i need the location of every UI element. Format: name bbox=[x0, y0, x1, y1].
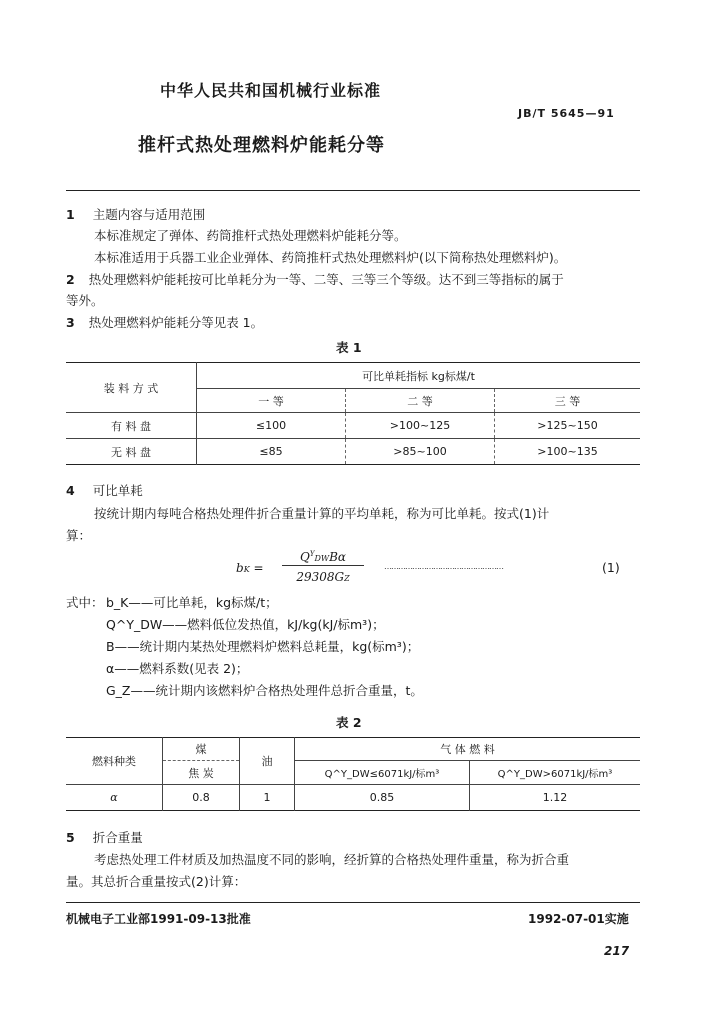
table-2-caption: 表 2 bbox=[336, 715, 362, 730]
footer-rule bbox=[66, 902, 640, 903]
section-1-paragraph-1: 本标准规定了弹体、药筒推杆式热处理燃料炉能耗分等。 bbox=[94, 228, 407, 243]
section-title: 可比单耗 bbox=[92, 483, 143, 498]
definition-item: B——统计期内某热处理燃料炉燃料总耗量，kg(标m³)； bbox=[106, 639, 420, 654]
page-number: 217 bbox=[604, 944, 630, 958]
section-title: 主题内容与适用范围 bbox=[92, 207, 206, 222]
section-number: 3 bbox=[66, 315, 75, 330]
approval-date: 机械电子工业部1991-09-13批准 bbox=[66, 912, 251, 926]
row-label: 有 料 盘 bbox=[66, 413, 197, 439]
table-cell: >100~125 bbox=[346, 413, 495, 439]
section-1-paragraph-2: 本标准适用于兵器工业企业弹体、药筒推杆式热处理燃料炉(以下简称热处理燃料炉)。 bbox=[94, 250, 567, 265]
table-cell: >125~150 bbox=[495, 413, 641, 439]
formula-1-number: (1) bbox=[602, 560, 620, 575]
table-header-grade-1: 一 等 bbox=[258, 394, 284, 408]
section-5-line-2: 量。其总折合重量按式(2)计算： bbox=[66, 874, 247, 889]
table-header-loading-method: 装 料 方 式 bbox=[66, 363, 197, 413]
section-4-heading bbox=[66, 482, 143, 499]
table-header-fuel-type: 燃料种类 bbox=[66, 738, 163, 785]
table-cell: >100~135 bbox=[495, 439, 641, 465]
section-3 bbox=[66, 314, 263, 331]
section-number: 1 bbox=[66, 207, 75, 222]
table-cell: 0.8 bbox=[163, 785, 240, 811]
section-3-text: 热处理燃料炉能耗分等见表 1。 bbox=[88, 315, 264, 330]
section-1-heading bbox=[66, 206, 205, 223]
table-2 bbox=[66, 737, 640, 811]
formula-1-denominator: 29308GZ bbox=[296, 570, 350, 584]
definition-item: Q^Y_DW——燃料低位发热值，kJ/kg(kJ/标m³)； bbox=[106, 617, 385, 632]
table-cell: 0.85 bbox=[295, 785, 470, 811]
table-header-coal: 煤 bbox=[163, 738, 240, 761]
implementation-date: 1992-07-01实施 bbox=[528, 912, 629, 926]
section-5-line-1: 考虑热处理工件材质及加热温度不同的影响，经折算的合格热处理件重量，称为折合重 bbox=[94, 852, 570, 867]
table-cell: 1.12 bbox=[542, 791, 568, 804]
table-header-gas-fuel: 气 体 燃 料 bbox=[295, 738, 641, 761]
section-2-line-2: 等外。 bbox=[66, 293, 104, 308]
formula-1-numerator: $Q^YDWB\alpha$ bbox=[282, 550, 364, 566]
issuing-organization: 中华人民共和国机械行业标准 bbox=[160, 81, 382, 100]
section-number: 5 bbox=[66, 830, 75, 845]
table-cell: ≤100 bbox=[255, 419, 287, 432]
table-cell: ≤85 bbox=[259, 445, 283, 458]
section-number: 4 bbox=[66, 483, 75, 498]
document-title: 推杆式热处理燃料炉能耗分等 bbox=[138, 135, 385, 156]
formula-1-leader-dots: …………………………………………… bbox=[384, 562, 503, 571]
section-4-line-1: 按统计期内每吨合格热处理件折合重量计算的平均单耗，称为可比单耗。按式(1)计 bbox=[94, 506, 550, 521]
table-row bbox=[66, 413, 640, 439]
standard-code: JB/T 5645—91 bbox=[518, 107, 615, 120]
table-header-oil: 油 bbox=[240, 738, 295, 785]
table-row bbox=[66, 439, 640, 465]
section-number: 2 bbox=[66, 272, 75, 287]
definition-item: α——燃料系数(见表 2)； bbox=[106, 661, 249, 676]
row-label: α bbox=[66, 785, 163, 811]
where-label: 式中： bbox=[66, 595, 104, 610]
section-2 bbox=[66, 271, 640, 288]
section-title: 折合重量 bbox=[92, 830, 143, 845]
table-header-gas-high: Q^Y_DW>6071kJ/标m³ bbox=[497, 769, 613, 780]
formula-1-lhs: bK = bbox=[236, 561, 264, 575]
definition-item: G_Z——统计期内该燃料炉合格热处理件总折合重量，t。 bbox=[106, 683, 423, 698]
table-cell: 1 bbox=[240, 785, 295, 811]
definition-item: b_K——可比单耗，kg标煤/t； bbox=[106, 595, 278, 610]
header-rule bbox=[66, 190, 640, 191]
table-header-coke: 焦 炭 bbox=[163, 761, 240, 785]
section-5-heading bbox=[66, 829, 143, 846]
table-cell: >85~100 bbox=[346, 439, 495, 465]
section-4-line-2: 算： bbox=[66, 528, 92, 543]
row-label: 无 料 盘 bbox=[66, 439, 197, 465]
table-header-group: 可比单耗指标 kg标煤/t bbox=[197, 363, 641, 389]
table-header-grade-2: 二 等 bbox=[346, 389, 495, 413]
section-2-line-1: 热处理燃料炉能耗按可比单耗分为一等、二等、三等三个等级。达不到三等指标的属于 bbox=[88, 272, 564, 287]
table-1 bbox=[66, 362, 640, 465]
table-header-gas-low: Q^Y_DW≤6071kJ/标m³ bbox=[295, 761, 470, 785]
table-row bbox=[66, 785, 640, 811]
table-1-caption: 表 1 bbox=[336, 340, 362, 355]
table-header-grade-3: 三 等 bbox=[495, 389, 641, 413]
